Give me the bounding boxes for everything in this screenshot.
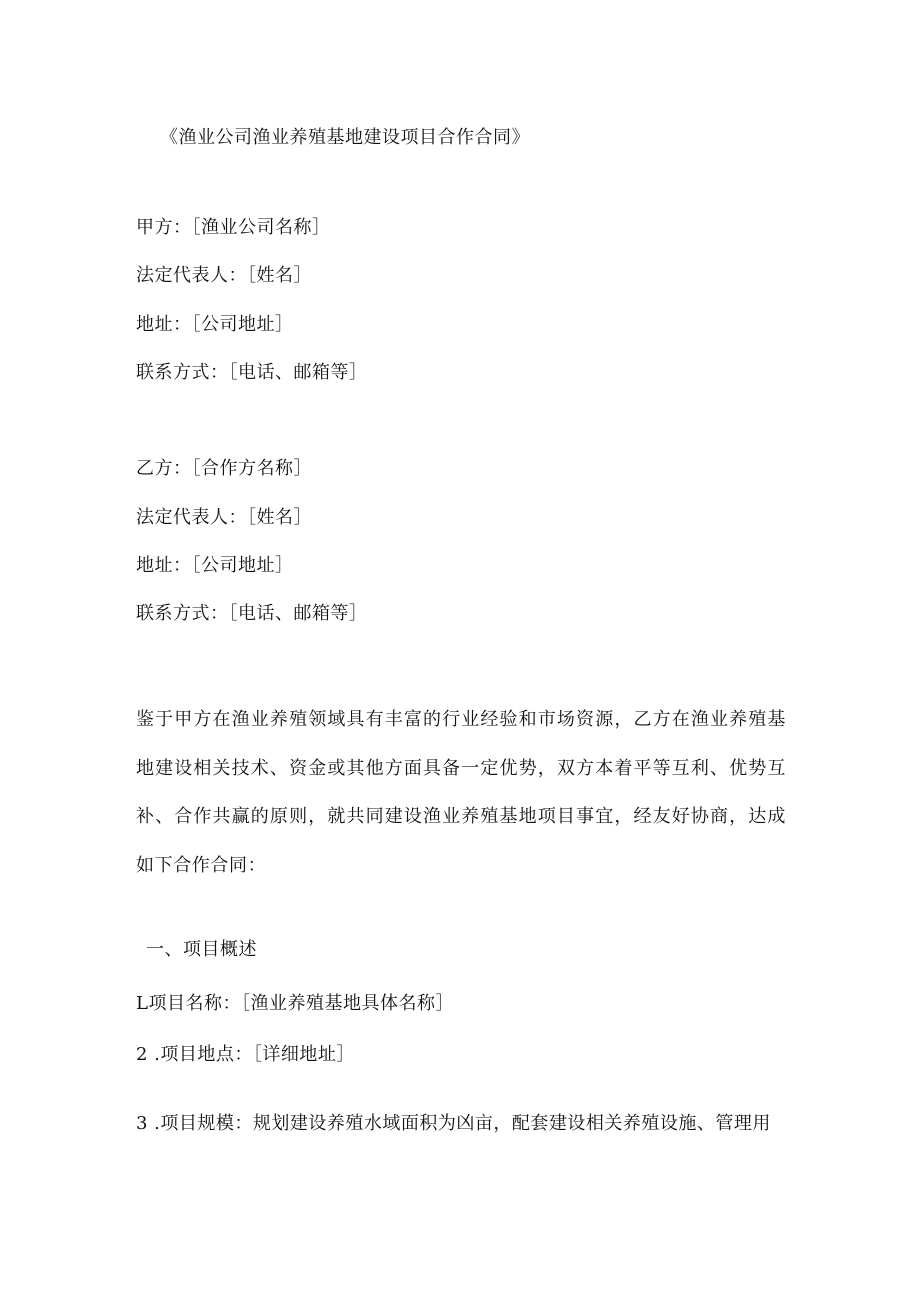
party-b-address: 地址：［公司地址］ [136, 555, 294, 576]
party-b-name: 乙方：［合作方名称］ [136, 458, 312, 479]
section-item-project-name: L项目名称：［渔业养殖基地具体名称］ [136, 993, 454, 1014]
party-a-representative: 法定代表人：［姓名］ [136, 265, 312, 286]
party-b-contact: 联系方式：［电话、邮箱等］ [136, 603, 368, 624]
party-a-contact: 联系方式：［电话、邮箱等］ [136, 362, 368, 383]
section-item-project-location: 2 .项目地点：［详细地址］ [136, 1044, 355, 1065]
party-a-address: 地址：［公司地址］ [136, 314, 294, 335]
section-item-project-scale: 3 .项目规模：规划建设养殖水域面积为凶亩，配套建设相关养殖设施、管理用 [136, 1113, 771, 1134]
document-title: 《渔业公司渔业养殖基地建设项目合作合同》 [160, 127, 530, 148]
preamble-paragraph: 鉴于甲方在渔业养殖领域具有丰富的行业经验和市场资源，乙方在渔业养殖基地建设相关技术、资金或其他方面具备一定优势，双方本着平等互利、优势互补、合作共赢的原则，就共同建设渔业养殖基地项目事宜，经友好协商，达成如下合作合同： [136, 709, 786, 876]
party-a-name: 甲方：［渔业公司名称］ [136, 217, 331, 238]
party-b-representative: 法定代表人：［姓名］ [136, 507, 312, 528]
section-heading-overview: 一、项目概述 [146, 939, 257, 960]
